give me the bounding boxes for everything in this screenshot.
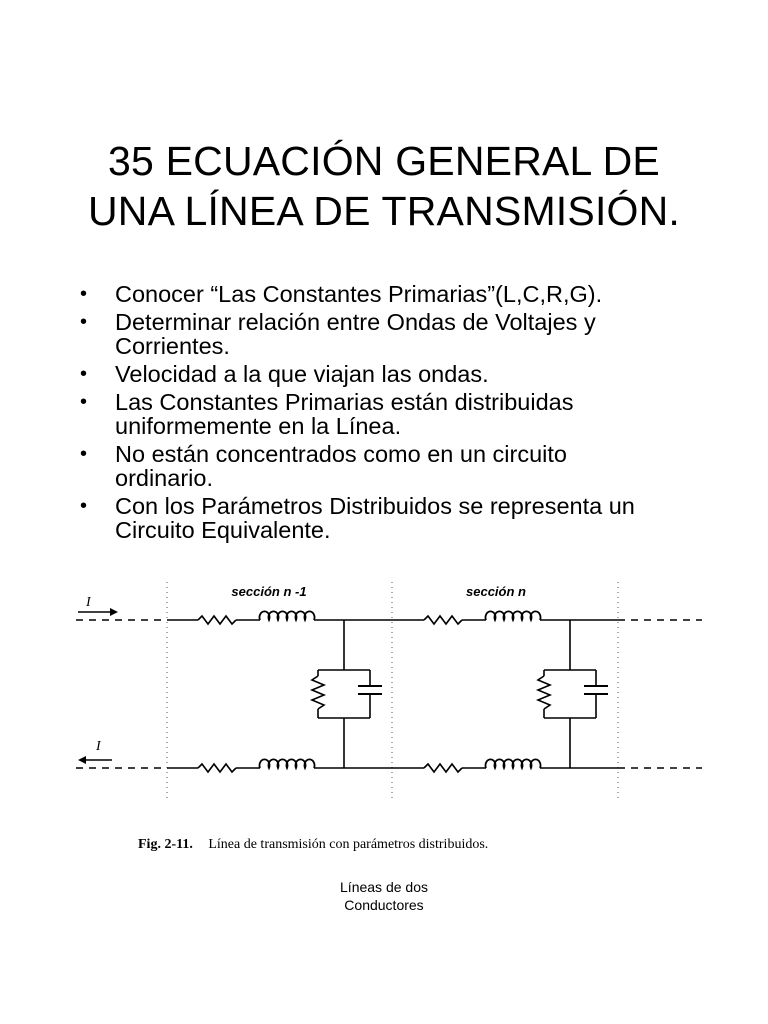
bullet-item: [0, 442, 768, 490]
resistor-symbol: [424, 764, 462, 772]
title-line-1: 35 ECUACIÓN GENERAL DE: [108, 138, 660, 184]
figure-caption-label: Fig. 2-11.: [138, 837, 193, 852]
title-line-2: UNA LÍNEA DE TRANSMISIÓN.: [87, 188, 681, 234]
bullet-symbol: •: [80, 443, 88, 465]
bullet-text: Conocer “Las Constantes Primarias”(L,C,R,G).: [115, 281, 603, 307]
page-title: [0, 136, 768, 236]
bullet-item: [0, 494, 768, 542]
bullet-symbol: •: [80, 363, 88, 385]
bullet-symbol: •: [80, 311, 88, 333]
current-label-bottom: I: [96, 739, 101, 754]
current-label-top: I: [86, 595, 91, 610]
bullet-text-continued: Corrientes.: [115, 333, 230, 359]
figure-subtitle: [0, 878, 768, 914]
transmission-line-figure: [74, 578, 704, 878]
shunt-branch-1: [312, 620, 382, 768]
bullet-symbol: •: [80, 495, 88, 517]
resistor-symbol: [198, 764, 236, 772]
inductor-symbol: [260, 759, 315, 768]
circuit-diagram: [74, 578, 704, 878]
subtitle-line-1: Líneas de dos: [340, 879, 428, 895]
bullet-item: [0, 282, 768, 306]
figure-caption-text: Línea de transmisión con parámetros distribuidos.: [208, 837, 489, 852]
section-label-right: sección n: [466, 584, 526, 599]
conductance-resistor: [312, 676, 324, 709]
inductor-symbol: [486, 611, 541, 620]
bullet-text-continued: ordinario.: [115, 465, 213, 491]
bullet-text-continued: Circuito Equivalente.: [115, 517, 331, 543]
bullet-text: Determinar relación entre Ondas de Voltajes y: [115, 309, 596, 335]
inductor-symbol: [260, 611, 315, 620]
bullet-symbol: •: [80, 283, 88, 305]
bullet-list: [0, 282, 768, 546]
section-label-left: sección n -1: [231, 584, 307, 599]
current-arrow-bottom-head: [78, 756, 86, 764]
inductor-symbol: [486, 759, 541, 768]
bullet-text: Velocidad a la que viajan las ondas.: [115, 361, 489, 387]
shunt-branch-2: [538, 620, 608, 768]
bullet-text: Con los Parámetros Distribuidos se representa un: [115, 493, 635, 519]
bullet-text: Las Constantes Primarias están distribuidas: [115, 389, 574, 415]
figure-caption: [138, 837, 488, 852]
bullet-text: No están concentrados como en un circuito: [115, 441, 567, 467]
resistor-symbol: [424, 616, 462, 624]
bullet-item: [0, 310, 768, 358]
current-arrow-top-head: [110, 608, 118, 616]
bullet-symbol: •: [80, 391, 88, 413]
bullet-item: [0, 390, 768, 438]
subtitle-line-2: Conductores: [344, 897, 424, 913]
bullet-text-continued: uniformemente en la Línea.: [115, 413, 402, 439]
bullet-item: [0, 362, 768, 386]
resistor-symbol: [198, 616, 236, 624]
conductance-resistor: [538, 676, 550, 709]
